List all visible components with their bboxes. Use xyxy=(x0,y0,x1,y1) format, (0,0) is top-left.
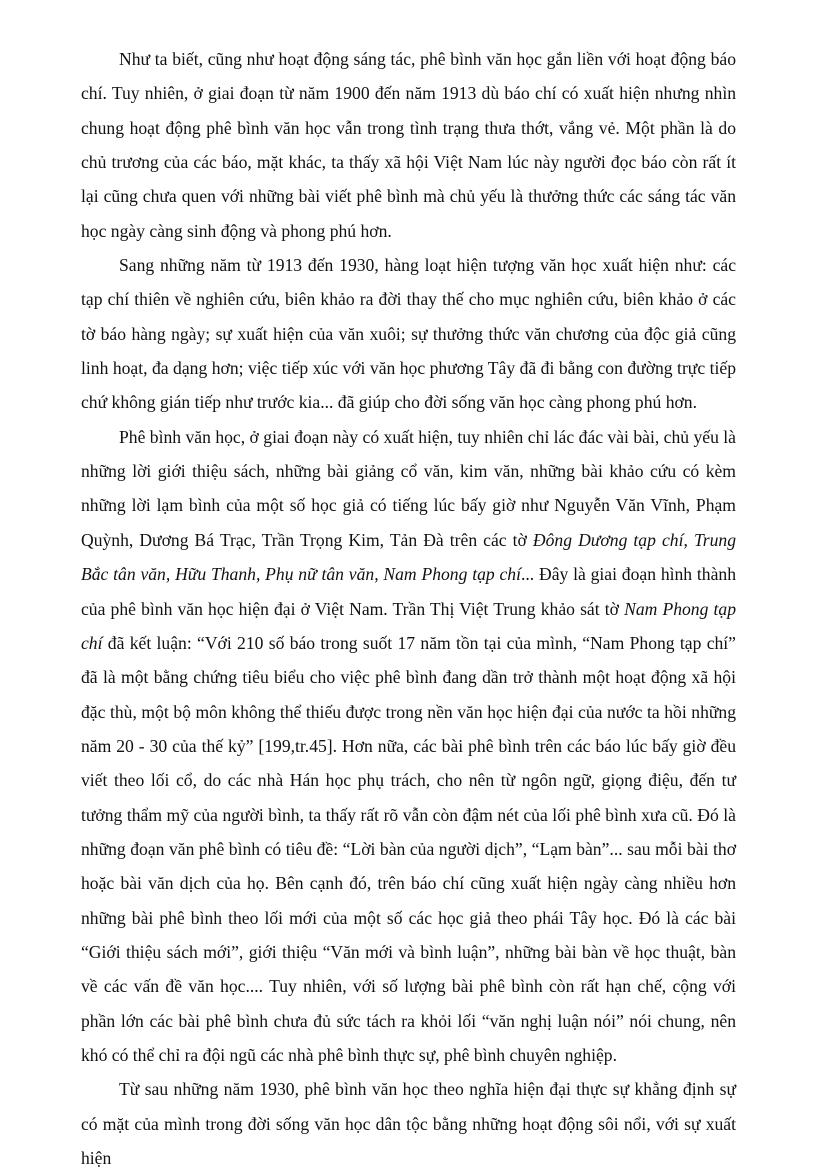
paragraph-text: , xyxy=(683,529,694,550)
paragraph-1 xyxy=(81,42,736,248)
paragraph-text: Từ sau những năm 1930, phê bình văn học theo nghĩa hiện đại thực sự khẳng định sự có mặt của mình trong đời sống văn học dân tộc bằng những hoạt động sôi nổi, với sự xuất hiện xyxy=(81,1079,736,1168)
paragraph-text: đã kết luận: “Với 210 số báo trong suốt 17 năm tồn tại của mình, “Nam Phong tạp chí” đã là một bằng chứng tiêu biểu cho việc phê bình đang dần trở thành một hoạt động xã hội đặc thù, một bộ môn không thể thiếu được trong nền văn học hiện đại của nước ta hồi những năm 20 - 30 của thế kỷ” [199,tr.45]. Hơn nữa, các bài phê bình trên các báo lúc bấy giờ đều viết theo lối cổ, do các nhà Hán học phụ trách, cho nên từ ngôn ngữ, giọng điệu, đến tư tưởng thẩm mỹ của người bình, ta thấy rất rõ vẫn còn đậm nét của lối phê bình xưa cũ. Đó là những đoạn văn phê bình có tiêu đề: “Lời bàn của người dịch”, “Lạm bàn”... sau mỗi bài thơ hoặc bài văn dịch của họ. Bên cạnh đó, trên báo chí cũng xuất hiện ngày càng nhiều hơn những bài phê bình theo lối mới của một số các học giả theo phái Tây học. Đó là các bài “Giới thiệu sách mới”, giới thiệu “Văn mới và bình luận”, những bài bàn về học thuật, bàn về các vấn đề văn học.... Tuy nhiên, với số lượng bài phê bình còn rất hạn chế, cộng với phần lớn các bài phê bình chưa đủ sức tách ra khỏi lối “văn nghị luận nói” nói chung, nên khó có thể chỉ ra đội ngũ các nhà phê bình thực sự, phê bình chuyên nghiệp. xyxy=(81,632,736,1065)
document-body xyxy=(81,42,736,1175)
paragraph-text: Như ta biết, cũng như hoạt động sáng tác, phê bình văn học gắn liền với hoạt động báo chí. Tuy nhiên, ở giai đoạn từ năm 1900 đến năm 1913 dù báo chí có xuất hiện nhưng nhìn chung hoạt động phê bình văn học vẫn trong tình trạng thưa thớt, vắng vẻ. Một phần là do chủ trương của các báo, mặt khác, ta thấy xã hội Việt Nam lúc này người đọc báo còn rất ít lại cũng chưa quen với những bài viết phê bình mà chủ yếu là thưởng thức các sáng tác văn học ngày càng sinh động và phong phú hơn. xyxy=(81,49,736,241)
paragraph-3 xyxy=(81,420,736,1073)
journal-titles-italic: Trung Bắc tân văn, Hữu Thanh, Phụ nữ tân văn, Nam Phong tạp chí xyxy=(81,529,736,585)
paragraph-text: ... Đây là giai đoạn hình thành của phê bình văn học hiện đại ở Việt Nam. Trần Thị Việt Trung khảo sát tờ xyxy=(81,564,736,619)
paragraph-text: Sang những năm từ 1913 đến 1930, hàng loạt hiện tượng văn học xuất hiện như: các tạp chí thiên về nghiên cứu, biên khảo ra đời thay thế cho mục nghiên cứu, biên khảo ở các tờ báo hàng ngày; sự xuất hiện của văn xuôi; sự thưởng thức văn chương của độc giả cũng linh hoạt, đa dạng hơn; việc tiếp xúc với văn học phương Tây đã đi bằng con đường trực tiếp chứ không gián tiếp như trước kia... đã giúp cho đời sống văn học càng phong phú hơn. xyxy=(81,255,736,413)
journal-title-italic: Nam Phong tạp chí xyxy=(81,598,736,653)
paragraph-2 xyxy=(81,248,736,420)
journal-title-italic: Đông Dương tạp chí xyxy=(532,529,684,550)
paragraph-4 xyxy=(81,1072,736,1175)
paragraph-text: Phê bình văn học, ở giai đoạn này có xuất hiện, tuy nhiên chỉ lác đác vài bài, chủ yếu là những lời giới thiệu sách, những bài giảng cổ văn, kim văn, những bài khảo cứu có kèm những lời lạm bình của một số học giả có tiếng lúc bấy giờ như Nguyễn Văn Vĩnh, Phạm Quỳnh, Dương Bá Trạc, Trần Trọng Kim, Tản Đà trên các tờ xyxy=(81,426,736,550)
